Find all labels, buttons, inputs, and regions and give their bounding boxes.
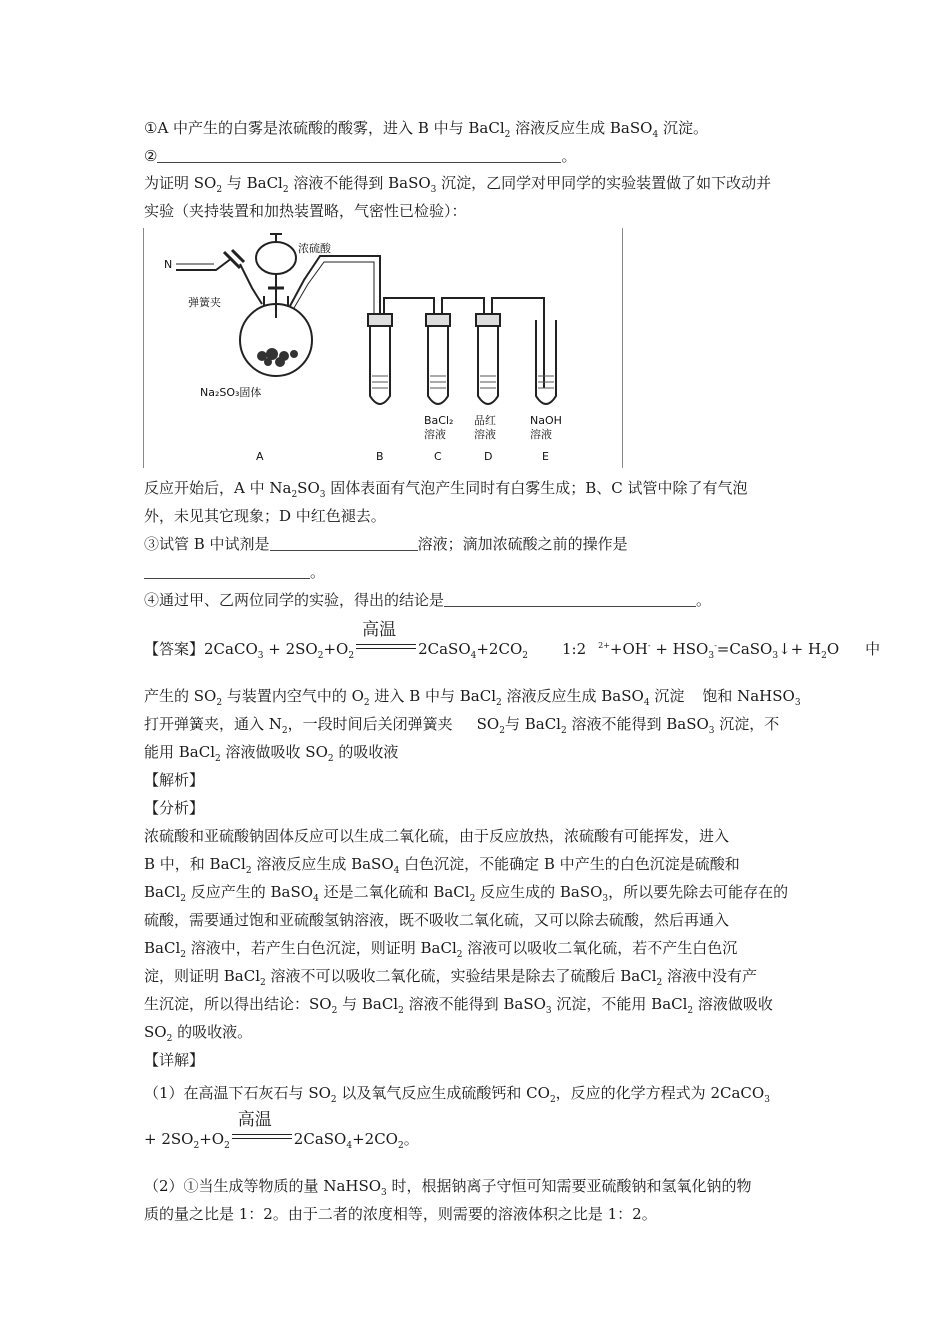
answer-line-2: 产生的 $SO_2$ 与装置内空气中的 $O_2$ 进入 B 中与 BaCl$_2$ 溶液反应生成 BaSO$_4$ 沉淀 饱和 NaHSO$_3$ [144,687,801,708]
naoh-label-1: NaOH [530,414,562,427]
question-line-2: ② 。 [144,147,577,165]
question-line-3: 为证明 $SO_2$ 与 BaCl$_2$ 溶液不能得到 BaSO$_3$ 沉淀，乙同学对甲同学的实验装置做了如下改动并 [144,174,772,195]
detail-line-1: （1）在高温下石灰石与 $SO_2$ 以及氧气反应生成硫酸钙和 $CO_2$，反应的化学方程式为 2CaCO$_3$ [144,1084,770,1105]
analysis-line-4: 硫酸，需要通过饱和亚硫酸氢钠溶液，既不吸收二氧化硫，又可以除去硫酸，然后再通入 [144,911,730,929]
question-line-3-cont: 。 [144,562,325,582]
observation-line-1: 反应开始后，A 中 $Na_2SO_3$ 固体表面有气泡产生同时有白雾生成；B、C 试管中除了有气泡 [144,479,748,500]
answer-line-4: 能用 BaCl$_2$ 溶液做吸收 $SO_2$ 的吸收液 [144,743,399,764]
outlet-tube [290,256,380,314]
side-arm-tube [240,264,262,304]
solid-particles [257,348,298,367]
label-b: B [376,450,384,463]
detail-line-4: 质的量之比是 1：2。由于二者的浓度相等，则需要的溶液体积之比是 1：2。 [144,1205,657,1223]
acid-label: 浓硫酸 [298,242,331,255]
apparatus-svg [144,228,622,468]
analysis-line-3: BaCl$_2$ 反应产生的 BaSO$_4$ 还是二氧化硫和 BaCl$_2$ 反应生成的 BaSO$_3$，所以要先除去可能存在的 [144,883,789,904]
question-line-3-item: ③试管 B 中试剂是 溶液；滴加浓硫酸之前的操作是 [144,535,628,553]
n2-label: N [164,258,173,271]
pinhong-label-2: 溶液 [474,428,496,441]
pinhong-label-1: 品红 [474,414,496,427]
detail-line-2: + $2SO_2+O_2$ 高温 $2CaSO_4+2CO_2$。 [144,1110,419,1151]
label-c: C [434,450,442,463]
label-d: D [484,450,493,463]
jiexi-heading: 【解析】 [144,771,205,789]
analysis-line-2: B 中，和 BaCl$_2$ 溶液反应生成 BaSO$_4$ 白色沉淀，不能确定 B 中产生的白色沉淀是硫酸和 [144,855,740,876]
question-line-4-item: ④通过甲、乙两位同学的实验，得出的结论是 。 [144,591,712,609]
connector-cd [442,298,484,314]
question-line-1: ①A 中产生的白雾是浓硫酸的酸雾，进入 B 中与 BaCl$_2$ 溶液反应生成 BaSO$_4$ 沉淀。 [144,119,708,140]
analysis-line-8: $SO_2$ 的吸收液。 [144,1023,253,1044]
observation-line-2: 外，未见其它现象；D 中红色褪去。 [144,507,386,525]
bacl2-label-1: BaCl₂ [424,414,454,427]
naoh-label-2: 溶液 [530,428,552,441]
analysis-line-6: 淀，则证明 BaCl$_2$ 溶液不可以吸收二氧化硫，实验结果是除去了硫酸后 BaCl$_2$ 溶液中没有产 [144,967,758,988]
test-tube-d [478,320,498,404]
analysis-line-7: 生沉淀，所以得出结论：$SO_2$ 与 BaCl$_2$ 溶液不能得到 BaSO$_3$ 沉淀，不能用 BaCl$_2$ 溶液做吸收 [144,995,773,1016]
condition-high-temp-1: 高温 [354,638,418,658]
test-tube-e [536,320,556,404]
label-a: A [256,450,264,463]
detail-line-3: （2）①当生成等物质的量 NaHSO$_3$ 时，根据钠离子守恒可知需要亚硫酸钠和氢氧化钠的物 [144,1177,752,1198]
test-tube-c [428,320,448,404]
stopper-b [368,314,392,326]
answer-blank-3a[interactable] [270,536,418,551]
label-e: E [542,450,549,463]
answer-blank-4[interactable] [444,592,696,607]
answer-line-1: 【答案】2CaCO$_3$ + $2SO_2+O_2$ 高温 $2CaSO_4+2CO_2$ 1:2 $^{2+}+OH^- + HSO_3^-=CaSO_3↓+ H_2O$ 中 [144,620,881,661]
analysis-line-5: BaCl$_2$ 溶液中，若产生白色沉淀，则证明 BaCl$_2$ 溶液可以吸收二氧化硫，若不产生白色沉 [144,939,738,960]
condition-high-temp-2: 高温 [230,1128,294,1148]
dropping-funnel [256,242,296,274]
question-line-4: 实验（夹持装置和加热装置略，气密性已检验）： [144,202,467,220]
answer-tag: 【答案】 [144,640,205,658]
stopper-c [426,314,450,326]
answer-blank-3b[interactable] [144,564,310,579]
analysis-line-1: 浓硫酸和亚硫酸钠固体反应可以生成二氧化硫，由于反应放热，浓硫酸有可能挥发，进入 [144,827,730,845]
test-tube-b [370,320,390,404]
connector-bc [384,298,434,314]
bacl2-label-2: 溶液 [424,428,446,441]
stopper-d [476,314,500,326]
solid-label: Na₂SO₃固体 [200,386,262,399]
xiangjie-heading: 【详解】 [144,1051,205,1069]
spring-clip-label: 弹簧夹 [188,296,221,309]
answer-blank-2[interactable] [157,148,561,163]
answer-line-3: 打开弹簧夹，通入 $N_2$，一段时间后关闭弹簧夹 $SO_2$与 BaCl$_2$ 溶液不能得到 BaSO$_3$ 沉淀，不 [144,715,780,736]
apparatus-diagram [143,228,623,468]
fenxi-heading: 【分析】 [144,799,205,817]
